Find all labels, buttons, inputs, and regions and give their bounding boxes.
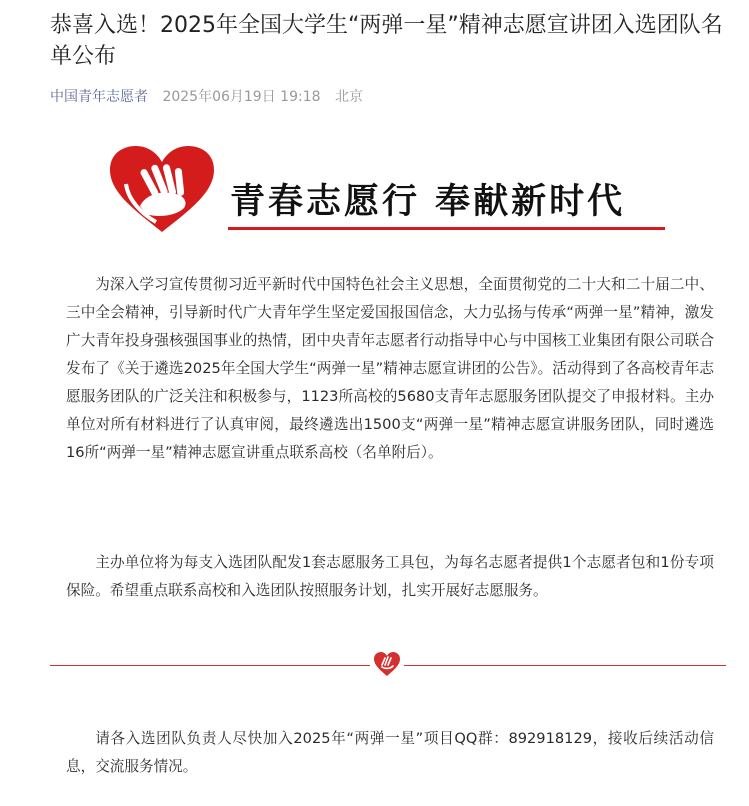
heart-hand-icon [373,651,401,677]
publish-location: 北京 [334,89,363,105]
divider-ornament [370,649,404,679]
author-link[interactable]: 中国青年志愿者 [50,89,148,105]
body-paragraph: 请各入选团队负责人尽快加入2025年“两弹一星”项目QQ群：892918129，接收后续活动信息，交流服务情况。 [66,730,714,775]
volunteer-heart-hand-icon [106,144,218,236]
banner-underline [228,227,665,230]
body-paragraph: 为深入学习宣传贯彻习近平新时代中国特色社会主义思想，全面贯彻党的二十大和二十届二中、三中全会精神，引导新时代广大青年学生坚定爱国报国信念，大力弘扬与传承“两弹一星”精神，激发广大青年投身强核强国事业的热情，团中央青年志愿者行动指导中心与中国核工业集团有限公司联合发布了《关于遴选2025年全国大学生“两弹一星”精神志愿宣讲团的公告》。活动得到了各高校青年志愿服务团队的广泛关注和积极参与，1123所高校的5680支青年志愿服务团队提交了申报材料。主办单位对所有材料进行了认真审阅，最终遴选出1500支“两弹一星”精神志愿宣讲服务团队，同时遴选16所“两弹一星”精神志愿宣讲重点联系高校（名单附后）。 [66,276,714,461]
body-paragraph: 主办单位将为每支入选团队配发1套志愿服务工具包，为每名志愿者提供1个志愿者包和1份专项保险。希望重点联系高校和入选团队按照服务计划，扎实开展好志愿服务。 [66,554,714,599]
article-title: 恭喜入选！2025年全国大学生“两弹一星”精神志愿宣讲团入选团队名单公布 [50,13,723,69]
banner-slogan: 青春志愿行 奉献新时代 [230,181,626,222]
banner-image [100,140,679,237]
publish-date: 2025年06月19日 19:18 [162,89,321,105]
article-meta [50,86,363,106]
